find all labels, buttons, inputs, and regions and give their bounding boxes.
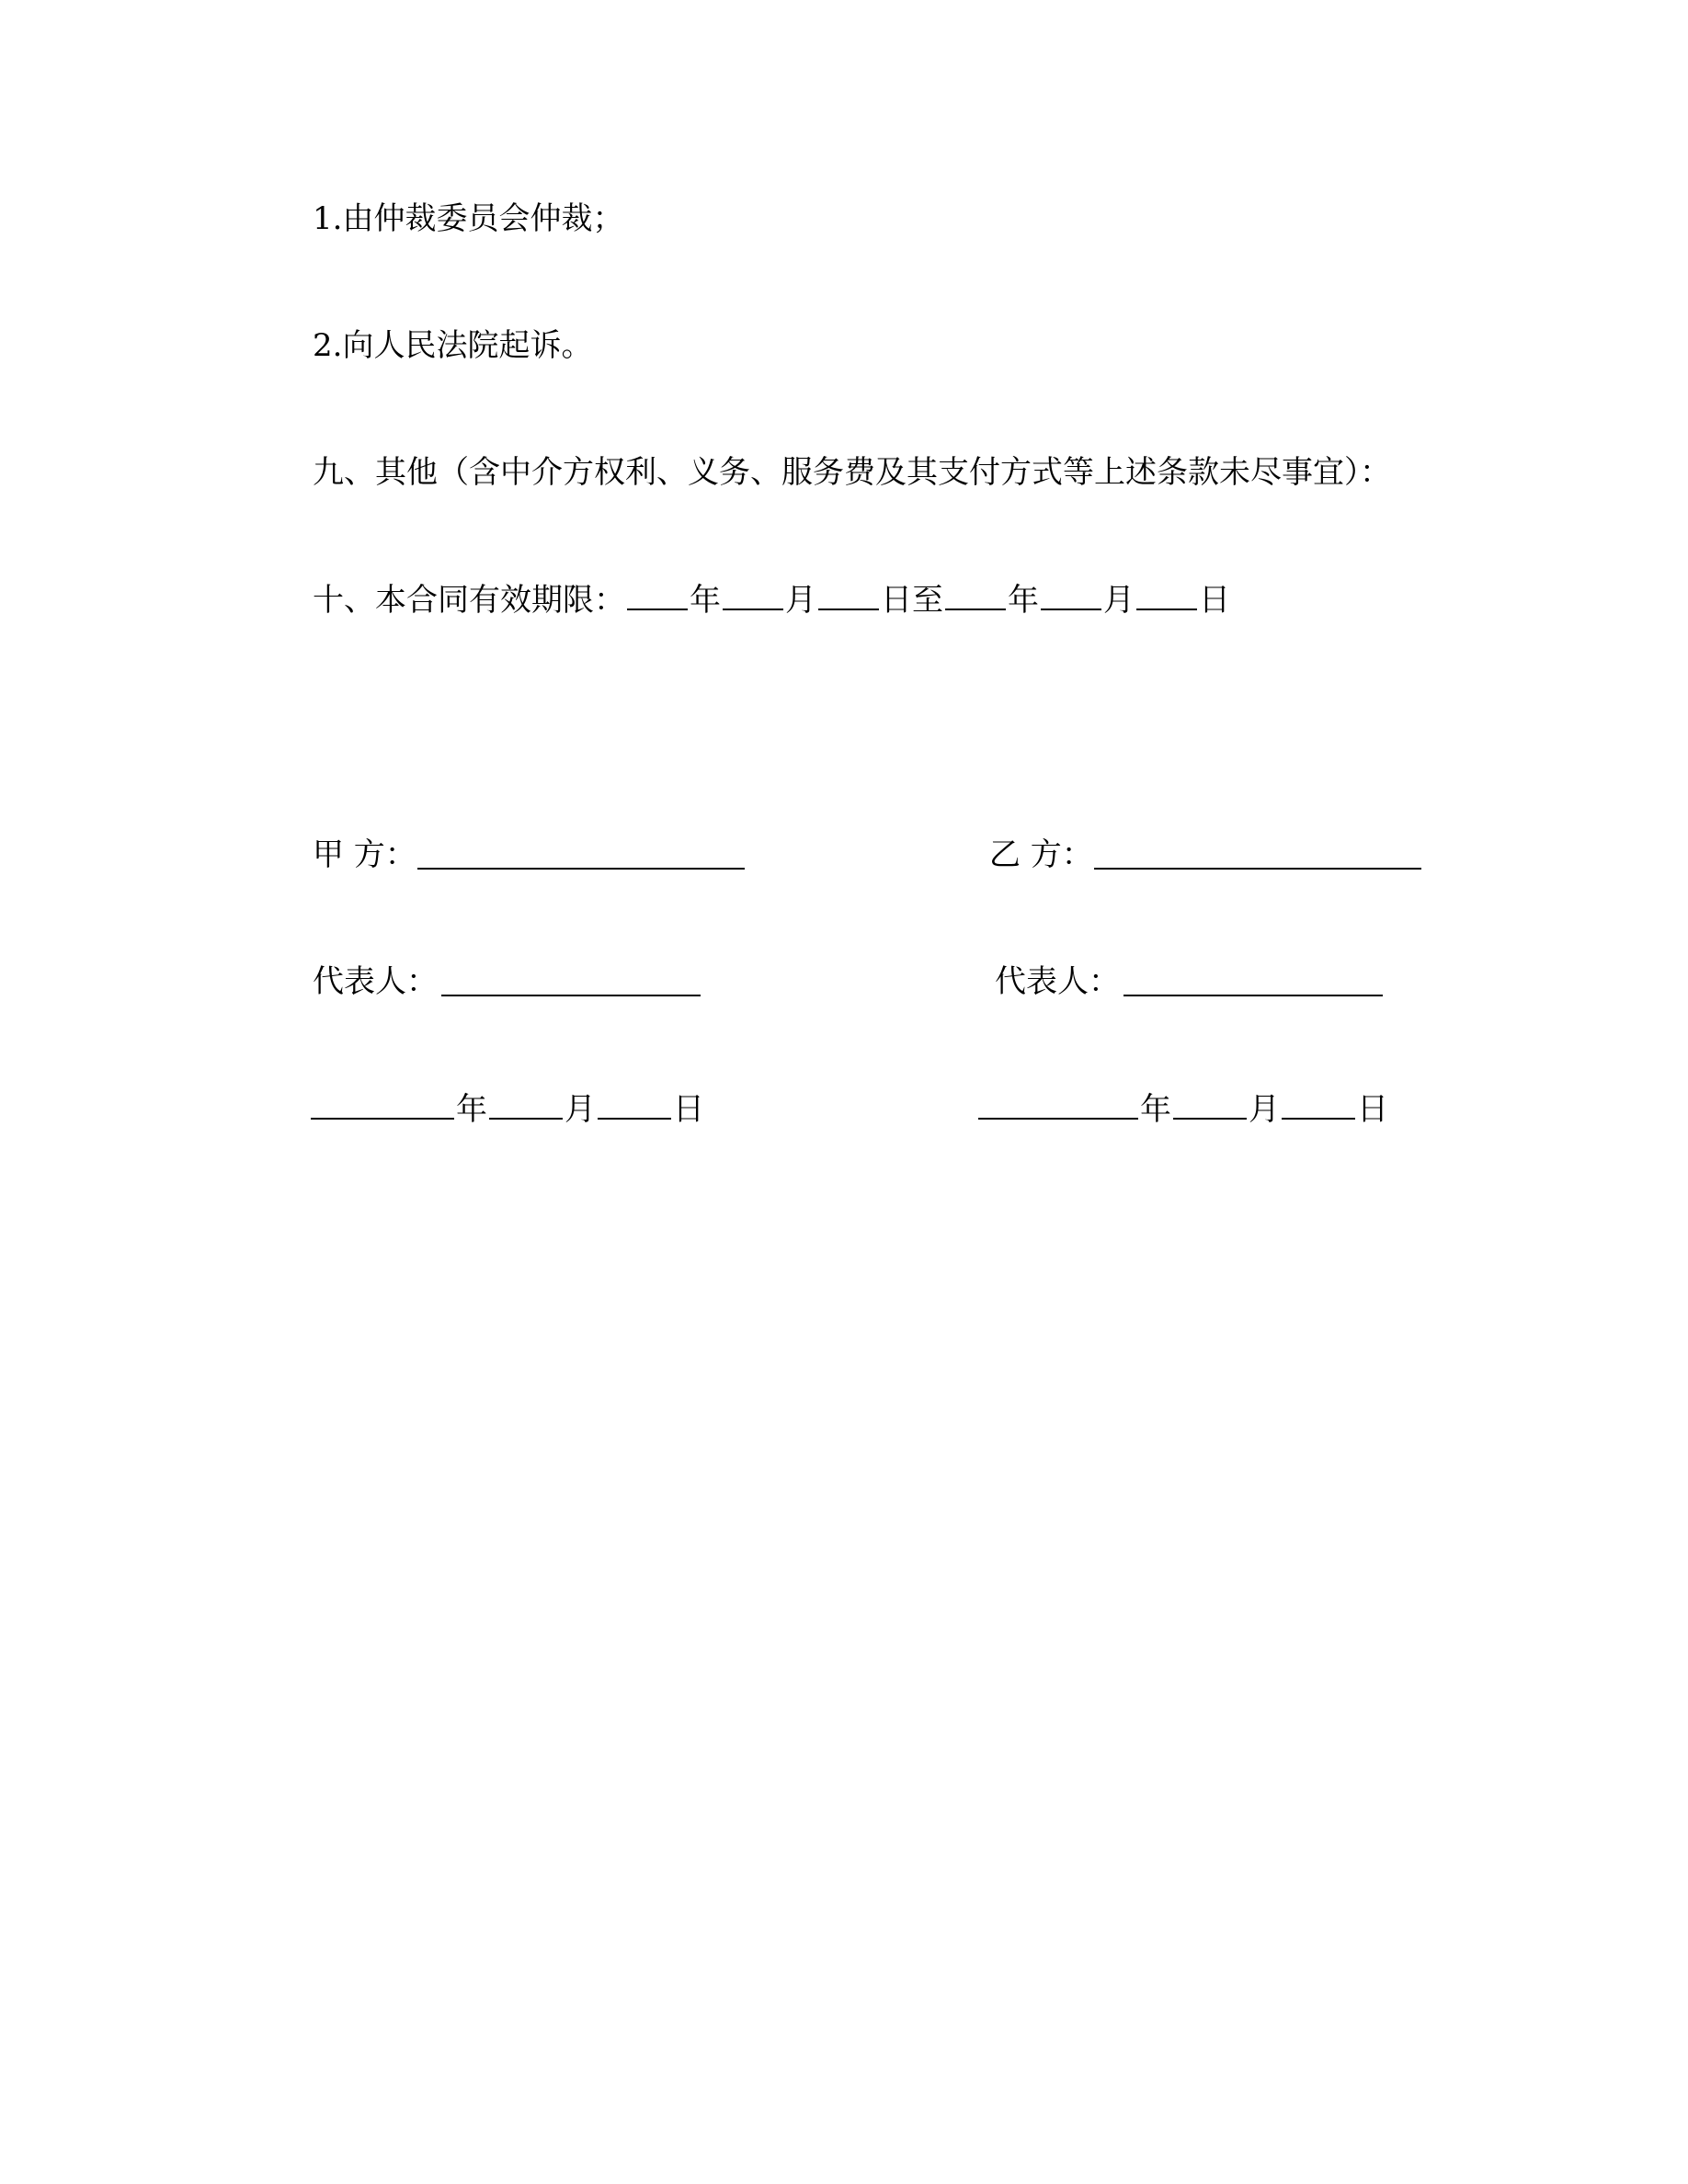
party-b-date-year-label: 年 xyxy=(1140,1091,1171,1128)
end-year-label: 年 xyxy=(1008,582,1039,619)
party-a-date-month-blank xyxy=(489,1090,563,1120)
party-a-date-day-blank xyxy=(598,1090,671,1120)
party-a-date-month-label: 月 xyxy=(565,1091,596,1128)
party-b-rep-blank xyxy=(1123,995,1383,996)
clause-10 xyxy=(313,581,1230,619)
clause-10-label: 十、本合同有效期限： xyxy=(313,582,625,619)
start-month-blank xyxy=(723,581,783,610)
clause-9: 九、其他（含中介方权利、义务、服务费及其支付方式等上述条款未尽事宜）： xyxy=(313,454,1391,491)
party-a-date-year-blank xyxy=(311,1090,454,1120)
party-a-blank xyxy=(417,868,745,870)
start-day-blank xyxy=(818,581,879,610)
party-b-date-day-blank xyxy=(1282,1090,1355,1120)
end-month-blank xyxy=(1041,581,1101,610)
end-day-blank xyxy=(1136,581,1197,610)
party-b-date-month-label: 月 xyxy=(1249,1091,1280,1128)
party-b-date-day-label: 日 xyxy=(1357,1091,1388,1128)
party-a-date-day-label: 日 xyxy=(673,1091,704,1128)
party-a-rep-blank xyxy=(441,995,701,996)
clause-item-1: 1.由仲裁委员会仲裁； xyxy=(313,200,624,237)
party-a-date-year-label: 年 xyxy=(456,1091,487,1128)
end-year-blank xyxy=(945,581,1006,610)
party-a-date xyxy=(311,1090,704,1128)
start-year-label: 年 xyxy=(690,582,721,619)
party-b-blank xyxy=(1094,868,1421,870)
end-day-label: 日 xyxy=(1199,582,1230,619)
start-month-label: 月 xyxy=(785,582,816,619)
party-b-date xyxy=(978,1090,1388,1128)
party-b-date-month-blank xyxy=(1173,1090,1247,1120)
party-b-date-year-blank xyxy=(978,1090,1138,1120)
party-b-label: 乙 方： xyxy=(989,836,1093,873)
party-b-rep-label: 代表人： xyxy=(995,963,1120,1000)
party-a-rep-label: 代表人： xyxy=(313,963,438,1000)
clause-item-2: 2.向人民法院起诉。 xyxy=(313,327,593,364)
start-year-blank xyxy=(627,581,688,610)
party-a-label: 甲 方： xyxy=(313,836,416,873)
start-day-to-label: 日至 xyxy=(881,582,943,619)
end-month-label: 月 xyxy=(1103,582,1135,619)
